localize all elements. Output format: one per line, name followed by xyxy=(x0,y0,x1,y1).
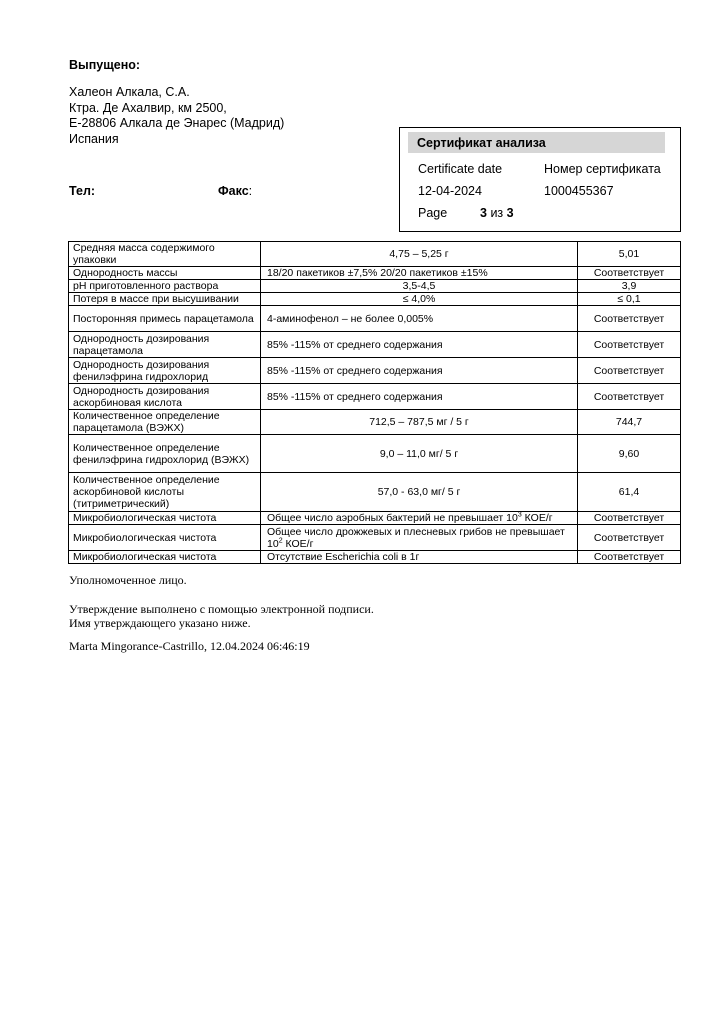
issued-by-label: Выпущено: xyxy=(69,58,141,72)
page-of: из xyxy=(490,206,504,220)
test-name: Потеря в массе при высушивании xyxy=(69,293,261,306)
signature-line: Marta Mingorance-Castrillo, 12.04.2024 06:46:19 xyxy=(69,639,310,653)
result-value: Соответствует xyxy=(578,358,681,384)
table-row xyxy=(69,267,681,280)
table-row xyxy=(69,473,681,512)
certificate-number-label: Номер сертификата xyxy=(544,162,661,176)
result-value: 744,7 xyxy=(578,410,681,435)
test-name: Количественное определение аскорбиновой кислоты (титриметрический) xyxy=(69,473,261,512)
page-label: Page xyxy=(418,206,448,220)
esign-note-line2: Имя утверждающего указано ниже. xyxy=(69,616,251,630)
table-row xyxy=(69,280,681,293)
certificate-date-value: 12-04-2024 xyxy=(418,184,482,198)
test-name: Однородность дозирования аскорбиновая кислота xyxy=(69,384,261,410)
spec-value: 3,5-4,5 xyxy=(261,280,578,293)
fax-label-text: Факс xyxy=(218,184,249,198)
result-value: Соответствует xyxy=(578,306,681,332)
spec-value: 57,0 - 63,0 мг/ 5 г xyxy=(261,473,578,512)
result-value: Соответствует xyxy=(578,512,681,525)
result-value: 5,01 xyxy=(578,242,681,267)
result-value: Соответствует xyxy=(578,384,681,410)
table-row xyxy=(69,293,681,306)
spec-text: Общее число дрожжевых и плесневых грибов не превышает 10 xyxy=(267,525,565,550)
spec-value: 4-аминофенол – не более 0,005% xyxy=(261,306,578,332)
test-name: Посторонняя примесь парацетамола xyxy=(69,306,261,332)
table-row xyxy=(69,551,681,564)
fax-colon: : xyxy=(248,184,253,198)
result-value: 9,60 xyxy=(578,435,681,473)
table-row xyxy=(69,332,681,358)
spec-value: 9,0 – 11,0 мг/ 5 г xyxy=(261,435,578,473)
spec-value: ≤ 4,0% xyxy=(261,293,578,306)
certificate-number-value: 1000455367 xyxy=(544,184,614,198)
spec-value xyxy=(261,525,578,551)
certificate-box xyxy=(399,127,681,232)
test-name: Микробиологическая чистота xyxy=(69,512,261,525)
spec-value: 85% -115% от среднего содержания xyxy=(261,332,578,358)
spec-unit: КОЕ/г xyxy=(282,537,314,550)
result-value: Соответствует xyxy=(578,332,681,358)
test-name: pH приготовленного раствора xyxy=(69,280,261,293)
test-name: Микробиологическая чистота xyxy=(69,551,261,564)
result-value: 61,4 xyxy=(578,473,681,512)
page-total: 3 xyxy=(506,206,514,220)
table-row xyxy=(69,410,681,435)
result-value: Соответствует xyxy=(578,551,681,564)
page-indicator xyxy=(480,206,514,220)
test-name: Количественное определение фенилэфрина гидрохлорид (ВЭЖХ) xyxy=(69,435,261,473)
spec-unit: КОЕ/г xyxy=(521,512,553,524)
spec-value: 712,5 – 787,5 мг / 5 г xyxy=(261,410,578,435)
test-name: Однородность дозирования фенилэфрина гидрохлорид xyxy=(69,358,261,384)
result-value: 3,9 xyxy=(578,280,681,293)
table-row xyxy=(69,384,681,410)
address-line: Халеон Алкала, С.А. xyxy=(69,85,190,99)
spec-exponent: 3 xyxy=(517,511,522,519)
fax-label xyxy=(218,184,252,198)
result-value: ≤ 0,1 xyxy=(578,293,681,306)
spec-text: Общее число аэробных бактерий не превышает 10 xyxy=(267,512,518,524)
table-row xyxy=(69,512,681,525)
page-current: 3 xyxy=(480,206,487,220)
tel-label: Тел: xyxy=(69,184,96,198)
table-row xyxy=(69,242,681,267)
table-row xyxy=(69,525,681,551)
test-name: Средняя масса содержимого упаковки xyxy=(69,242,261,267)
certificate-date-label: Certificate date xyxy=(418,162,503,176)
spec-exponent: 2 xyxy=(278,537,283,544)
spec-value: 85% -115% от среднего содержания xyxy=(261,384,578,410)
authorized-person: Уполномоченное лицо. xyxy=(69,573,187,587)
esign-note-line1: Утверждение выполнено с помощью электронной подписи. xyxy=(69,602,374,616)
test-name: Количественное определение парацетамола (ВЭЖХ) xyxy=(69,410,261,435)
spec-value xyxy=(261,512,578,525)
spec-value: 85% -115% от среднего содержания xyxy=(261,358,578,384)
issuer-address xyxy=(69,85,284,147)
test-name: Однородность массы xyxy=(69,267,261,280)
table-row xyxy=(69,358,681,384)
table-row xyxy=(69,435,681,473)
result-value: Соответствует xyxy=(578,525,681,551)
address-line: Испания xyxy=(69,131,119,146)
address-line: E-28806 Алкала де Энарес (Мадрид) xyxy=(69,116,285,130)
table-row xyxy=(69,306,681,332)
address-line: Ктра. Де Ахалвир, км 2500, xyxy=(69,100,227,115)
analysis-table xyxy=(68,241,681,564)
spec-value: 18/20 пакетиков ±7,5% 20/20 пакетиков ±15% xyxy=(261,267,578,280)
spec-value: Отсутствие Escherichia coli в 1г xyxy=(261,551,578,564)
spec-value: 4,75 – 5,25 г xyxy=(261,242,578,267)
certificate-title: Сертификат анализа xyxy=(408,132,665,153)
test-name: Однородность дозирования парацетамола xyxy=(69,332,261,358)
test-name: Микробиологическая чистота xyxy=(69,525,261,551)
result-value: Соответствует xyxy=(578,267,681,280)
